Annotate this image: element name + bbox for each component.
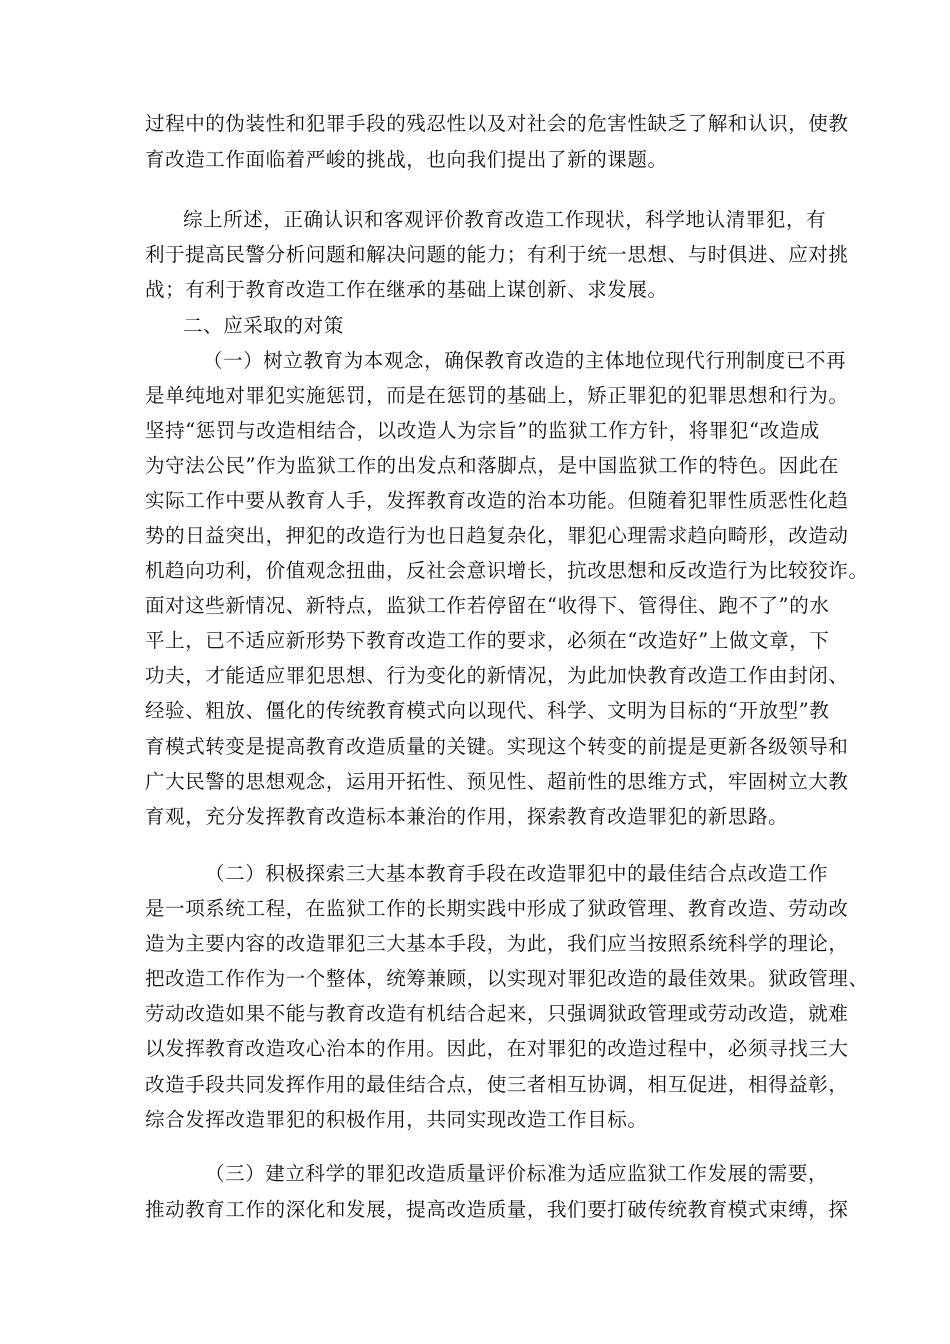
paragraph-line: 坚持“惩罚与改造相结合，以改造人为宗旨”的监狱工作方针，将罪犯“改造成 <box>145 419 820 442</box>
paragraph-line: （二）积极探索三大基本教育手段在改造罪犯中的最佳结合点改造工作 <box>205 862 829 885</box>
paragraph-line: 劳动改造如果不能与教育改造有机结合起来，只强调狱政管理或劳动改造，就难 <box>145 1002 849 1025</box>
paragraph-line: 广大民警的思想观念，运用开拓性、预见性、超前性的思维方式，牢固树立大教 <box>145 770 849 793</box>
paragraph-line: 推动教育工作的深化和发展，提高改造质量，我们要打破传统教育模式束缚，探 <box>145 1198 849 1221</box>
paragraph-line: （三）建立科学的罪犯改造质量评价标准为适应监狱工作发展的需要， <box>205 1162 829 1185</box>
section-heading: 二、应采取的对策 <box>183 314 344 337</box>
paragraph-line: 育模式转变是提高教育改造质量的关键。实现这个转变的前提是更新各级领导和 <box>145 735 849 758</box>
paragraph-line: 面对这些新情况、新特点，监狱工作若停留在“收得下、管得住、跑不了”的水 <box>145 594 830 617</box>
paragraph-line: 把改造工作作为一个整体，统筹兼顾，以实现对罪犯改造的最佳效果。狱政管理、 <box>145 967 869 990</box>
paragraph-line: 实际工作中要从教育人手，发挥教育改造的治本功能。但随着犯罪性质恶性化趋 <box>145 489 849 512</box>
paragraph-line: 是一项系统工程，在监狱工作的长期实践中形成了狱政管理、教育改造、劳动改 <box>145 897 849 920</box>
paragraph-line: 利于提高民警分析问题和解决问题的能力；有利于统一思想、与时俱进、应对挑 <box>145 243 849 266</box>
paragraph-line: 是单纯地对罪犯实施惩罚，而是在惩罚的基础上，矫正罪犯的犯罪思想和行为。 <box>145 384 849 407</box>
paragraph-line: 育改造工作面临着严峻的挑战，也向我们提出了新的课题。 <box>145 148 668 171</box>
paragraph-line: 平上，已不适应新形势下教育改造工作的要求，必须在“改造好”上做文章，下 <box>145 629 830 652</box>
paragraph-line: 战；有利于教育改造工作在继承的基础上谋创新、求发展。 <box>145 278 668 301</box>
paragraph-line: 育观，充分发挥教育改造标本兼治的作用，探索教育改造罪犯的新思路。 <box>145 805 789 828</box>
paragraph-line: 综合发挥改造罪犯的积极作用，共同实现改造工作目标。 <box>145 1108 648 1131</box>
paragraph-line: 功夫，才能适应罪犯思想、行为变化的新情况，为此加快教育改造工作由封闭、 <box>145 664 849 687</box>
paragraph-line: 势的日益突出，押犯的改造行为也日趋复杂化，罪犯心理需求趋向畸形，改造动 <box>145 524 849 547</box>
paragraph-line: 机趋向功利，价值观念扭曲，反社会意识增长，抗改思想和反改造行为比较狡诈。 <box>145 559 869 582</box>
paragraph-line: 造为主要内容的改造罪犯三大基本手段，为此，我们应当按照系统科学的理论， <box>145 932 849 955</box>
paragraph-line: （一）树立教育为本观念，确保教育改造的主体地位现代行刑制度已不再 <box>203 349 847 372</box>
paragraph-line: 为守法公民”作为监狱工作的出发点和落脚点，是中国监狱工作的特色。因此在 <box>145 454 839 477</box>
paragraph-line: 过程中的伪装性和犯罪手段的残忍性以及对社会的危害性缺乏了解和认识，使教 <box>145 112 849 135</box>
paragraph-line: 综上所述，正确认识和客观评价教育改造工作现状，科学地认清罪犯，有 <box>183 208 827 231</box>
paragraph-line: 改造手段共同发挥作用的最佳结合点，使三者相互协调，相互促进，相得益彰， <box>145 1073 849 1096</box>
paragraph-line: 经验、粗放、僵化的传统教育模式向以现代、科学、文明为目标的“开放型”教 <box>145 699 830 722</box>
paragraph-line: 以发挥教育改造攻心治本的作用。因此，在对罪犯的改造过程中，必须寻找三大 <box>145 1037 849 1060</box>
